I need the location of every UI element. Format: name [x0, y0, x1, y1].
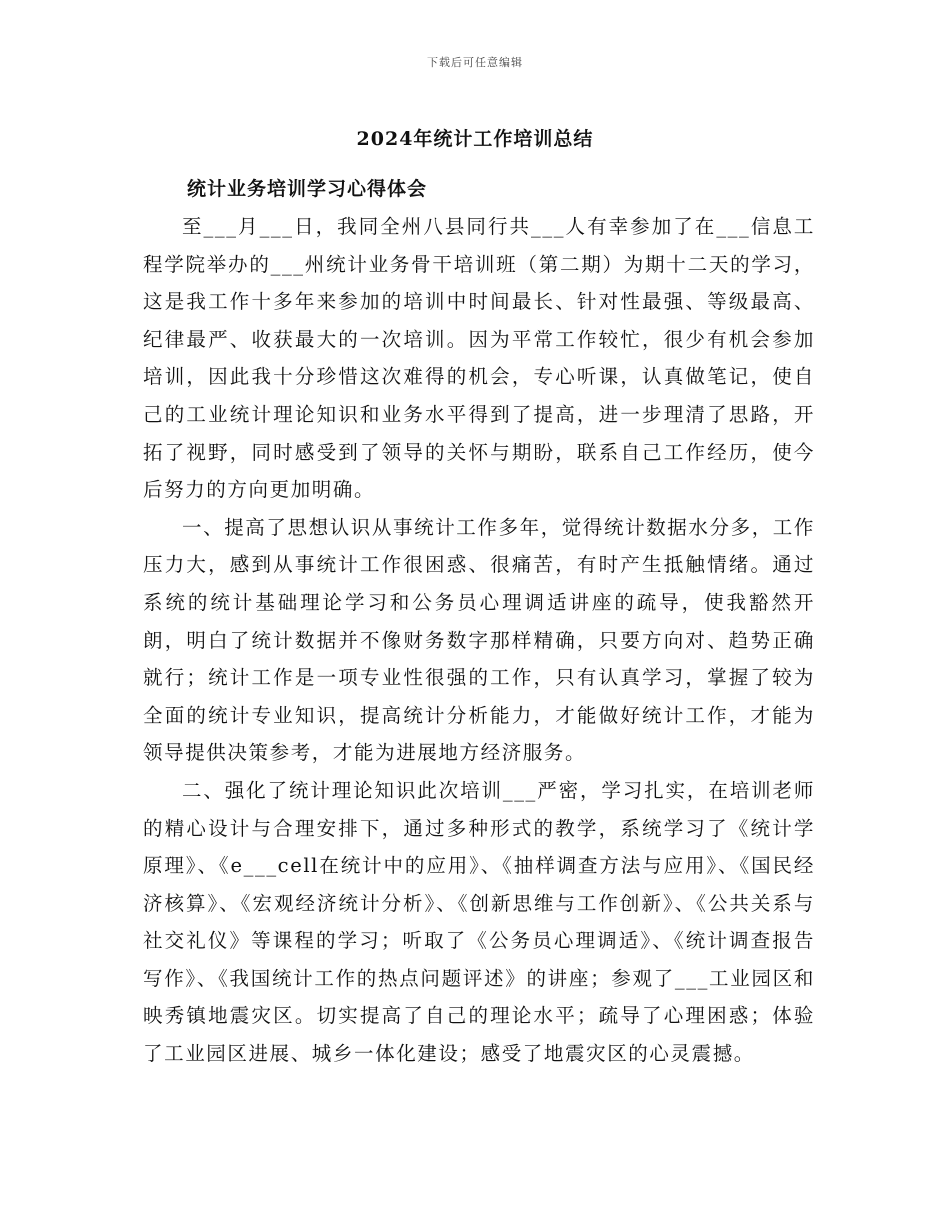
paragraph-thinking: 一、提高了思想认识从事统计工作多年，觉得统计数据水分多，工作压力大，感到从事统计工作很困惑、很痛苦，有时产生抵触情绪。通过系统的统计基础理论学习和公务员心理调适讲座的疏导，使我豁然开朗，明白了统计数据并不像财务数字那样精确，只要方向对、趋势正确就行；统计工作是一项专业性很强的工作，只有认真学习，掌握了较为全面的统计专业知识，提高统计分析能力，才能做好统计工作，才能为领导提供决策参考，才能为进展地方经济服务。 [143, 515, 816, 765]
document-body [143, 208, 815, 1073]
paragraph-intro: 至___月___日，我同全州八县同行共___人有幸参加了在___信息工程学院举办的___州统计业务骨干培训班（第二期）为期十二天的学习，这是我工作十多年来参加的培训中时间最长、针对性最强、等级最高、纪律最严、收获最大的一次培训。因为平常工作较忙，很少有机会参加培训，因此我十分珍惜这次难得的机会，专心听课，认真做笔记，使自己的工业统计理论知识和业务水平得到了提高，进一步理清了思路，开拓了视野，同时感受到了领导的关怀与期盼，联系自己工作经历，使今后努力的方向更加明确。 [143, 215, 816, 502]
paragraph-theory: 二、强化了统计理论知识此次培训___严密，学习扎实，在培训老师的精心设计与合理安排下，通过多种形式的教学，系统学习了《统计学原理》、《e___cell在统计中的应用》、《抽样调查方法与应用》、《国民经济核算》、《宏观经济统计分析》、《创新思维与工作创新》、《公共关系与社交礼仪》等课程的学习；听取了《公务员心理调适》、《统计调查报告写作》、《我国统计工作的热点问题评述》的讲座；参观了___工业园区和映秀镇地震灾区。切实提高了自己的理论水平；疏导了心理困惑；体验了工业园区进展、城乡一体化建设；感受了地震灾区的心灵震撼。 [143, 778, 815, 1066]
download-note: 下载后可任意编辑 [427, 56, 523, 69]
section-heading: 统计业务培训学习心得体会 [187, 178, 428, 200]
document-title: 2024年统计工作培训总结 [356, 128, 594, 150]
